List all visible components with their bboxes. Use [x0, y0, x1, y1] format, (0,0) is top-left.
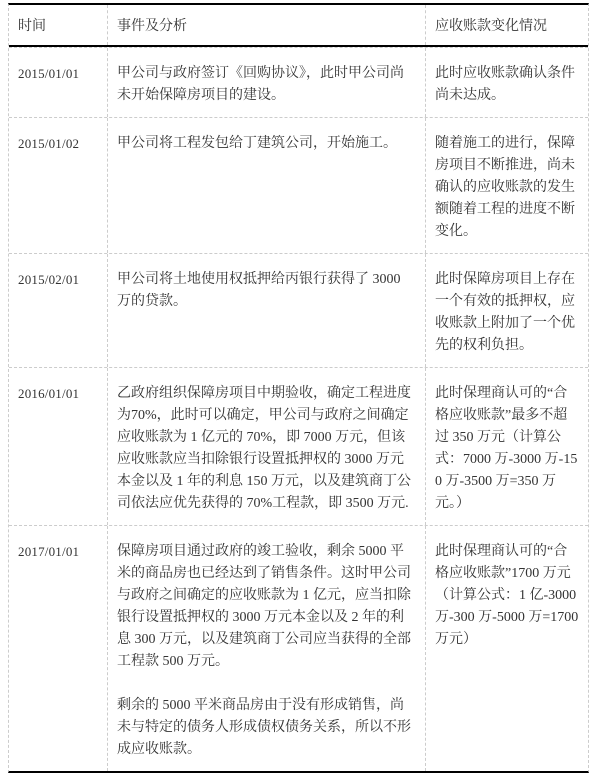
- row-change: 此时保理商认可的“合格应收账款”1700 万元（计算公式：1 亿-3000 万-300 万-5000 万=1700 万元）: [435, 544, 579, 647]
- row-date: 2015/01/01: [9, 48, 108, 117]
- header-label-change: 应收账款变化情况: [435, 19, 547, 34]
- row-event-paragraph-2: 剩余的 5000 平米商品房由于没有形成销售，尚未与特定的债务人形成债权债务关系，所以不形成应收账款。: [117, 698, 411, 757]
- header-label-event: 事件及分析: [117, 19, 187, 34]
- receivables-timeline-table: [8, 3, 589, 773]
- row-change: 此时保理商认可的“合格应收账款”最多不超过 350 万元（计算公式：7000 万-3000 万-150 万-3500 万=350 万元。）: [435, 386, 578, 511]
- row-date: 2017/01/01: [9, 526, 108, 771]
- header-cell-time: [9, 5, 108, 45]
- table-row: [9, 253, 588, 367]
- table-header-row: [9, 5, 588, 47]
- row-change: 随着施工的进行，保障房项目不断推进，尚未确认的应收账款的发生额随着工程的进度不断变化。: [435, 136, 575, 239]
- row-event: 甲公司将土地使用权抵押给丙银行获得了 3000 万的贷款。: [108, 254, 426, 367]
- table-row: [9, 47, 588, 117]
- header-label-time: 时间: [18, 19, 46, 34]
- table-row: [9, 525, 588, 771]
- row-change: 此时应收账款确认条件尚未达成。: [435, 66, 575, 103]
- row-event: 乙政府组织保障房项目中期验收，确定工程进度为70%，此时可以确定，甲公司与政府之间确定应收账款为 1 亿元的 70%，即 7000 万元，但该应收账款应当扣除银行设置抵押权的 3000 万元本金以及 1 年的利息 150 万元，以及建筑商丁公司依法应优先获得的 70%工程款，即 3500 万元.: [108, 368, 426, 525]
- header-cell-event: [108, 5, 426, 45]
- row-event: [108, 526, 426, 771]
- row-event: 甲公司将工程发包给丁建筑公司，开始施工。: [108, 118, 426, 253]
- row-date: 2015/02/01: [9, 254, 108, 367]
- row-event-paragraph-1: 保障房项目通过政府的竣工验收，剩余 5000 平米的商品房也已经达到了销售条件。这时甲公司与政府之间确定的应收账款为 1 亿元，应当扣除银行设置抵押权的 3000 万元本金以及 2 年的利息 300 万元，以及建筑商丁公司应当获得的全部工程款 500 万元。: [117, 544, 411, 669]
- header-cell-change: [426, 5, 588, 45]
- row-change: 此时保障房项目上存在一个有效的抵押权，应收账款上附加了一个优先的权利负担。: [435, 272, 575, 353]
- table-row: [9, 367, 588, 525]
- row-date: 2015/01/02: [9, 118, 108, 253]
- row-date: 2016/01/01: [9, 368, 108, 525]
- table-row: [9, 117, 588, 253]
- row-event: 甲公司与政府签订《回购协议》，此时甲公司尚未开始保障房项目的建设。: [108, 48, 426, 117]
